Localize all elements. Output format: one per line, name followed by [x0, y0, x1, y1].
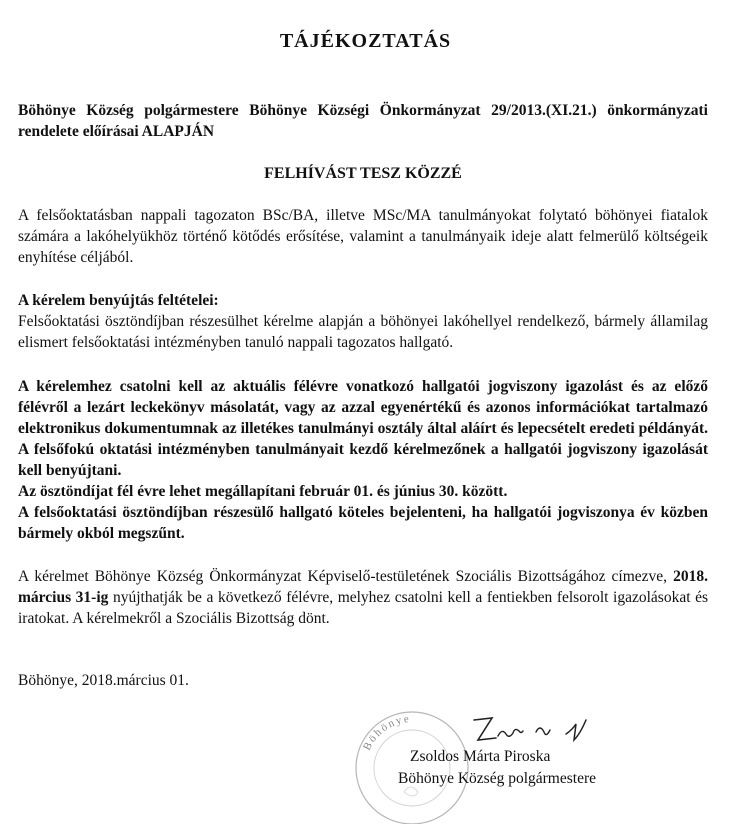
- signature-block: [340, 698, 670, 832]
- signer-name: Zsoldos Márta Piroska: [410, 748, 551, 765]
- submission-text-start: A kérelmet Böhönye Község Önkormányzat Képviselő-testületének Szociális Bizottságához címezve,: [18, 568, 668, 585]
- period-line: Az ösztöndíjat fél évre lehet megállapítani február 01. és június 30. között.: [18, 483, 508, 500]
- conditions-paragraph: Felsőoktatási ösztöndíjban részesülhet kérelme alapján a böhönyei lakóhellyel rendelkező, bármely államilag elismert felsőoktatási intézményben tanuló nappali tagozatos hallgató.: [18, 313, 708, 351]
- document-title: TÁJÉKOZTATÁS: [279, 30, 452, 52]
- conditions-heading: A kérelem benyújtás feltételei:: [18, 292, 219, 309]
- handwritten-signature: [470, 710, 600, 746]
- stamp-text: Böhönye: [361, 712, 412, 753]
- purpose-paragraph: A felsőoktatásban nappali tagozaton BSc/BA, illetve MSc/MA tanulmányokat folytató böhönyei fiatalok számára a lakóhelyükhöz történő kötődés erősítése, valamint a tanulmányaik ideje alatt felmerülő költségeik enyhítése céljából.: [18, 207, 708, 266]
- submission-deadline: 2018. március 31-ig: [18, 568, 708, 606]
- intro-paragraph: Böhönye Község polgármestere Böhönye Községi Önkormányzat 29/2013.(XI.21.) önkormányzati rendelete előírásai ALAPJÁN: [18, 102, 708, 140]
- submission-text-end: nyújthatják be a következő félévre, melyhez csatolni kell a fentiekben felsorolt igazolásokat és iratokat. A kérelmekről a Szociális Bizottság dönt.: [18, 589, 708, 627]
- attachments-paragraph: A kérelemhez csatolni kell az aktuális félévre vonatkozó hallgatói jogviszony igazolást és az előző félévről a lezárt leckekönyv másolatát, vagy az azzal egyenértékű és azonos információkat tartalmazó elektronikus dokumentumnak az illetékes tanulmányi osztály által aláírt és lepecsételt eredeti példányát. A felsőfokú oktatási intézményben tanulmányait kezdő kérelmezőnek a hallgatói jogviszony igazolását kell benyújtani.: [18, 378, 708, 479]
- notification-paragraph: A felsőoktatási ösztöndíjban részesülő hallgató köteles bejelenteni, ha hallgatói jogviszonya év közben bármely okból megszűnt.: [18, 504, 708, 542]
- place-and-date: Böhönye, 2018.március 01.: [18, 672, 189, 689]
- signer-office: Böhönye Község polgármestere: [398, 770, 596, 787]
- submission-paragraph: [18, 566, 708, 629]
- call-heading: FELHÍVÁST TESZ KÖZZÉ: [264, 165, 462, 182]
